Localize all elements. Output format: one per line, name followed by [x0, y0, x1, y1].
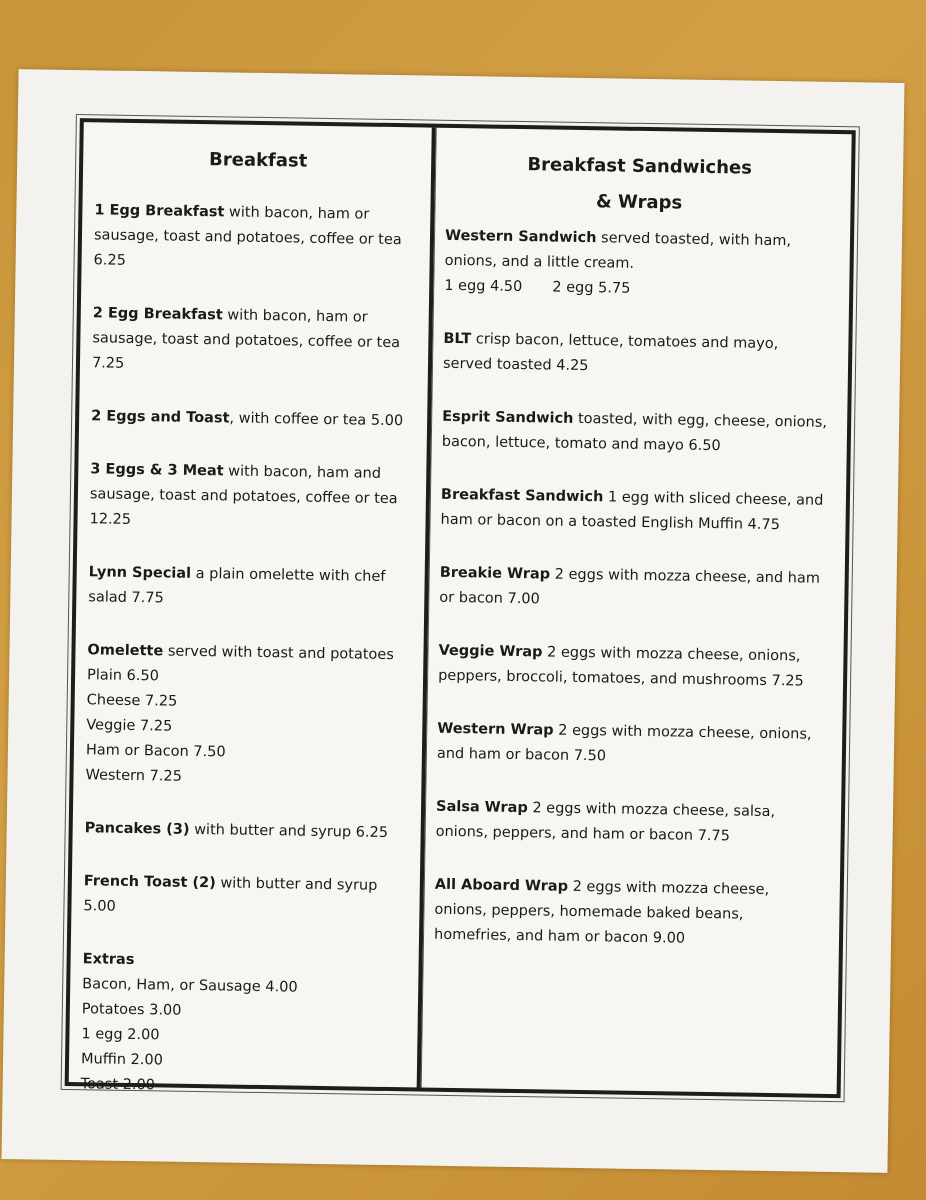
- menu-item: [89, 457, 416, 537]
- item-desc: 1 egg with sliced cheese, and ham or bacon on a toasted English Muffin 4.75: [440, 489, 824, 534]
- item-name: Esprit Sandwich: [442, 408, 574, 427]
- menu-item: [437, 717, 825, 773]
- menu-item: [91, 404, 417, 434]
- item-desc: crisp bacon, lettuce, tomatoes and mayo, served toasted 4.25: [442, 331, 779, 375]
- omelette-option: Plain 6.50: [86, 667, 160, 685]
- omelette-section: [85, 638, 413, 793]
- item-name: Salsa Wrap: [435, 798, 528, 817]
- extras-item: Toast 2.00: [80, 1076, 156, 1094]
- menu-item: [434, 873, 822, 954]
- item-desc: served with toast and potatoes: [163, 643, 394, 664]
- item-name: Omelette: [87, 642, 164, 660]
- menu-item: [439, 561, 827, 617]
- menu-item: [92, 301, 419, 381]
- menu-item: [438, 639, 826, 695]
- breakfast-heading: Breakfast: [208, 149, 308, 172]
- item-name: Breakie Wrap: [439, 564, 551, 583]
- sandwiches-heading-line2: & Wraps: [595, 191, 683, 214]
- item-name: Breakfast Sandwich: [440, 486, 604, 506]
- item-desc: 2 eggs with mozza cheese, and ham or bacon 7.00: [439, 566, 821, 608]
- item-name: BLT: [443, 330, 472, 348]
- menu-item: [440, 483, 828, 539]
- item-name: Veggie Wrap: [438, 642, 543, 661]
- item-name: 2 Egg Breakfast: [92, 305, 223, 324]
- item-desc: with bacon, ham and sausage, toast and potatoes, coffee or tea 12.25: [89, 463, 398, 528]
- item-desc: 2 eggs with mozza cheese, onions, peppers, broccoli, tomatoes, and mushrooms 7.25: [438, 644, 804, 690]
- menu-item: [443, 327, 831, 383]
- menu-item: [435, 795, 823, 851]
- menu-frame: [65, 118, 856, 1098]
- omelette-option: Western 7.25: [85, 767, 183, 785]
- omelette-option: Ham or Bacon 7.50: [85, 742, 226, 761]
- price-2-egg: 2 egg 5.75: [552, 279, 631, 297]
- item-desc: with butter and syrup 5.00: [83, 875, 378, 915]
- extras-item: Bacon, Ham, or Sausage 4.00: [82, 976, 298, 996]
- sandwiches-heading-line1: Breakfast Sandwiches: [527, 154, 753, 179]
- item-name: Lynn Special: [88, 564, 192, 582]
- price-1-egg: 1 egg 4.50: [444, 277, 523, 296]
- menu-item: [88, 560, 415, 615]
- item-desc: with butter and syrup 6.25: [189, 821, 389, 842]
- sandwiches-column: [421, 128, 844, 1094]
- item-desc: , with coffee or tea 5.00: [229, 410, 404, 430]
- item-desc: toasted, with egg, cheese, onions, bacon, lettuce, tomato and mayo 6.50: [441, 410, 828, 455]
- omelette-option: Cheese 7.25: [86, 692, 178, 710]
- item-name: 3 Eggs & 3 Meat: [90, 461, 224, 480]
- item-name: Western Wrap: [437, 720, 554, 739]
- item-desc: 2 eggs with mozza cheese, salsa, onions, peppers, and ham or bacon 7.75: [435, 800, 776, 845]
- item-name: Pancakes (3): [84, 820, 190, 838]
- extras-item: 1 egg 2.00: [81, 1026, 160, 1044]
- menu-item: [93, 198, 420, 278]
- menu-item: [83, 869, 410, 924]
- price-row: [444, 274, 831, 305]
- item-desc: with bacon, ham or sausage, toast and potatoes, coffee or tea 6.25: [93, 204, 402, 269]
- item-desc: a plain omelette with chef salad 7.75: [88, 565, 386, 607]
- breakfast-column: [69, 122, 436, 1094]
- item-desc: served toasted, with ham, onions, and a little cream.: [444, 230, 792, 272]
- item-name: All Aboard Wrap: [434, 876, 569, 895]
- extras-section: [80, 947, 408, 1102]
- item-desc: with bacon, ham or sausage, toast and potatoes, coffee or tea 7.25: [91, 307, 401, 372]
- extras-item: Muffin 2.00: [80, 1051, 163, 1069]
- extras-item: Potatoes 3.00: [81, 1001, 182, 1019]
- omelette-option: Veggie 7.25: [86, 717, 173, 735]
- item-name: 1 Egg Breakfast: [94, 202, 225, 221]
- menu-item: [84, 816, 410, 846]
- menu-paper: [1, 69, 904, 1173]
- item-name: 2 Eggs and Toast: [91, 408, 230, 427]
- item-desc: 2 eggs with mozza cheese, onions, peppers, homemade baked beans, homefries, and ham or bacon 9.00: [433, 878, 770, 947]
- item-desc: 2 eggs with mozza cheese, onions, and ham or bacon 7.50: [436, 722, 812, 765]
- menu-item: [442, 405, 830, 461]
- item-name: French Toast (2): [83, 873, 216, 892]
- item-name: Western Sandwich: [444, 227, 597, 247]
- menu-item: [444, 224, 832, 305]
- sandwiches-heading: [445, 146, 833, 224]
- extras-title: Extras: [82, 951, 135, 969]
